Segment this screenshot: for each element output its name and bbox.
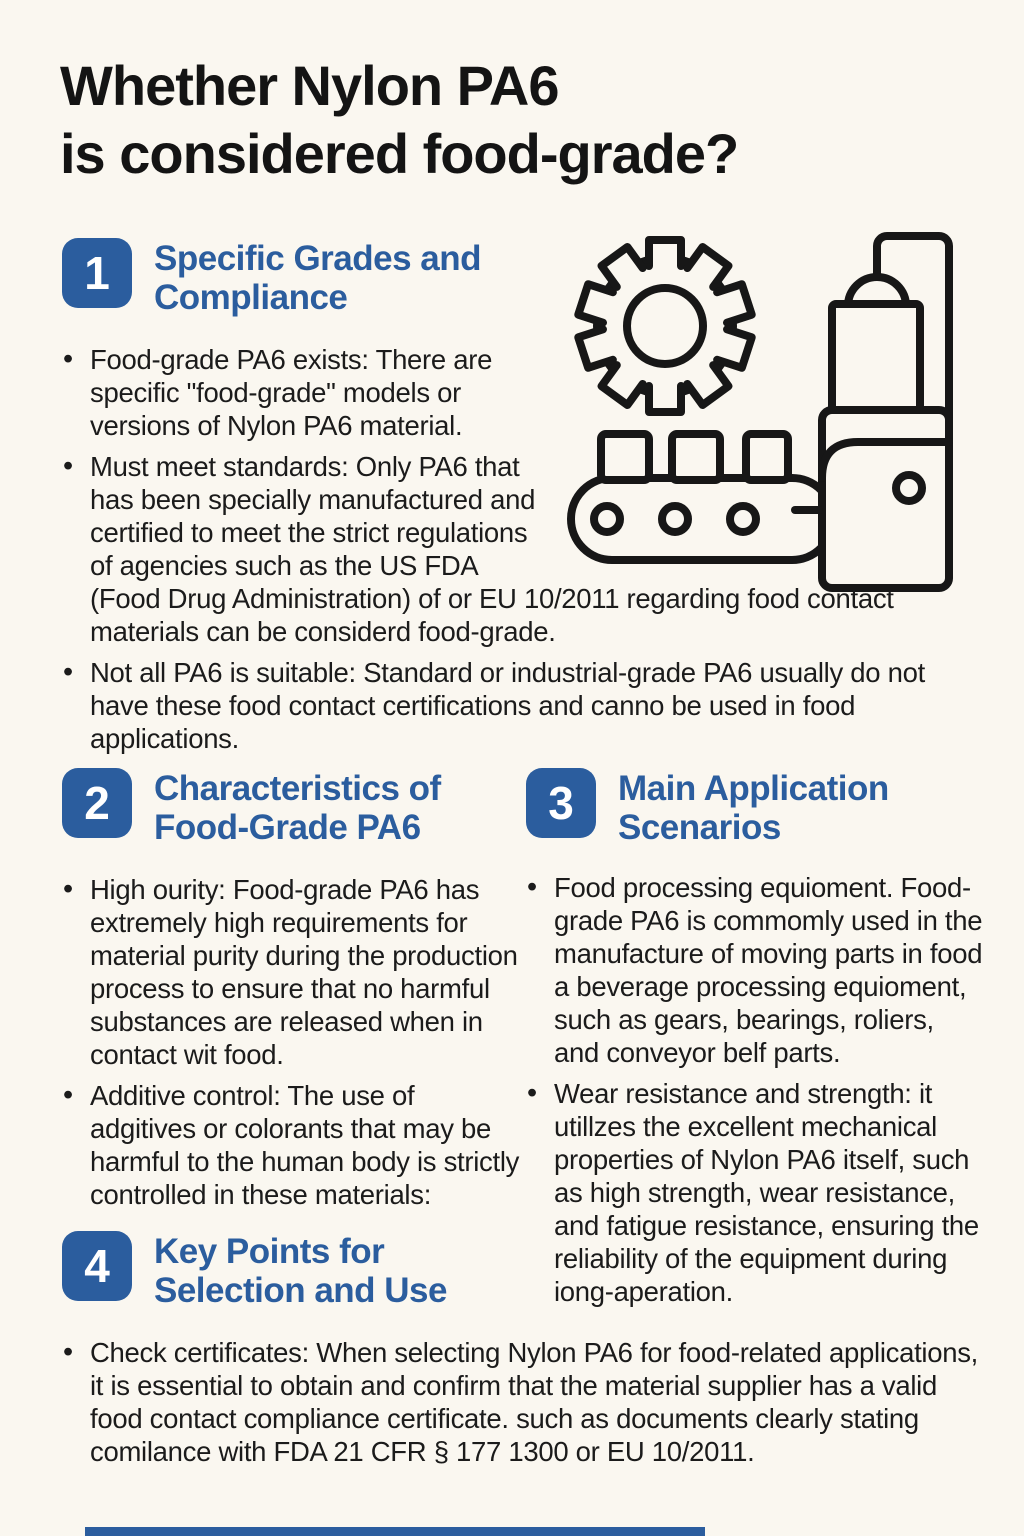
footer-bar	[85, 1527, 705, 1536]
page-title	[60, 52, 1000, 188]
section-1-heading: Specific Grades and Compliance	[154, 239, 482, 317]
bullet-item: • Food processing equioment. Food-grade PA6 is commomly used in the manufacture of moving parts in food a beverage processing equioment, such as gears, bearings, roliers, and conveyor belf parts.	[526, 871, 984, 1069]
section-2-heading: Characteristics of Food-Grade PA6	[154, 769, 441, 847]
bullet-item: • Wear resistance and strength: it utillzes the excellent mechanical properties of Nylon PA6 itself, such as high strength, wear resistance, and fatigue resistance, ensuring the reliability of the equipment during iong-aperation.	[526, 1077, 984, 1308]
bullet-item: • Not all PA6 is suitable: Standard or industrial-grade PA6 usually do not have these food contact certifications and canno be used in food applications.	[62, 656, 984, 755]
section-1-body	[62, 343, 984, 755]
section-1-bullet-list	[62, 343, 984, 755]
section-3-heading: Main Application Scenarios	[618, 769, 889, 847]
bullet-item: • High ourity: Food-grade PA6 has extremely high requirements for material purity during the production process to ensure that no harmful substances are released when in contact wit food.	[62, 873, 984, 1071]
page-title-line2: is considered food-grade?	[60, 121, 739, 185]
section-3-header	[526, 768, 984, 847]
section-1-number-badge: 1	[62, 238, 132, 308]
section-2-header	[62, 768, 526, 847]
section-4-heading: Key Points for Selection and Use	[154, 1232, 447, 1310]
section-4-bullet-list	[62, 1336, 984, 1468]
section-specific-grades	[62, 238, 984, 763]
section-1-header	[62, 238, 984, 317]
bullet-item: • Must meet standards: Only PA6 that has been specially manufactured and certified to meet the strict regulations of agencies such as the US FDA (Food Drug Administration) of or EU 10/2011 regarding food contact materials can be considerd food-grade.	[62, 450, 984, 648]
section-2-number-badge: 2	[62, 768, 132, 838]
section-3-number-badge: 3	[526, 768, 596, 838]
section-4-number-badge: 4	[62, 1231, 132, 1301]
bullet-item: • Food-grade PA6 exists: There are specific "food-grade" models or versions of Nylon PA6 material.	[62, 343, 984, 442]
bullet-item: • Check certificates: When selecting Nylon PA6 for food-related applications, it is essential to obtain and confirm that the material supplier has a valid food contact compliance certificate. such as documents clearly stating comilance with FDA 21 CFR § 177 1300 or EU 10/2011.	[62, 1336, 984, 1468]
bullet-item: • Additive control: The use of adgitives or colorants that may be harmful to the human body is strictly controlled in these materials:	[62, 1079, 984, 1211]
section-4-header	[62, 1231, 526, 1310]
section-2-bullet-list	[62, 873, 984, 1211]
lower-sections	[62, 768, 984, 1476]
page-title-line1: Whether Nylon PA6	[60, 54, 559, 117]
